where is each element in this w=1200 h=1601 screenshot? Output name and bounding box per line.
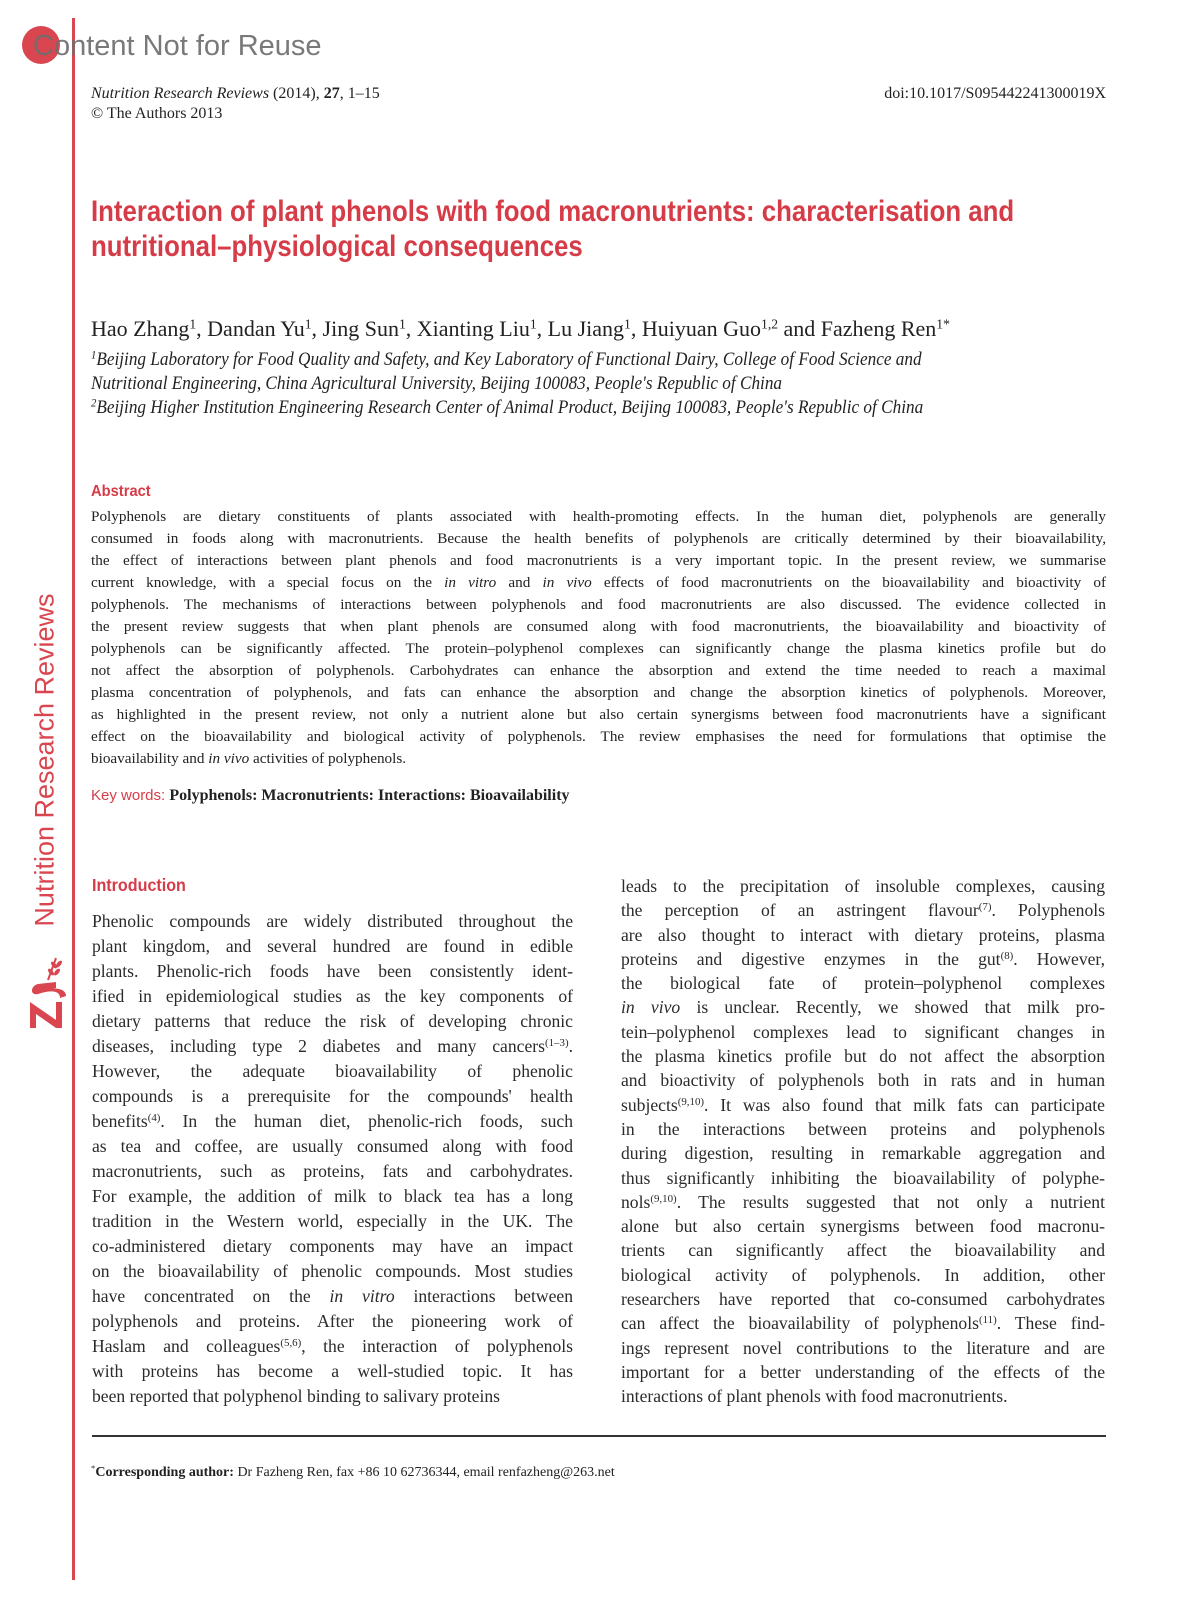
journal-name: Nutrition Research Reviews — [91, 85, 270, 102]
italic-run: in vivo — [621, 997, 681, 1018]
superscript-ref: (9,10) — [677, 1095, 705, 1108]
italic-run: in vivo — [542, 574, 592, 591]
text-line — [92, 959, 573, 984]
text-line — [92, 1059, 573, 1084]
text-line — [92, 1334, 573, 1359]
text-run: with proteins has become a well-studied topic. It has — [92, 1361, 573, 1381]
text-line — [92, 1159, 573, 1184]
text-run: ings represent novel contributions to the literature and are — [621, 1337, 1105, 1358]
text-run: and Fazheng Ren — [778, 316, 937, 341]
text-line — [91, 616, 1106, 638]
text-run: current knowledge, with a special focus on the — [91, 574, 445, 591]
text-run: as tea and coffee, are usually consumed along with food — [92, 1136, 573, 1156]
affiliation-2 — [91, 398, 923, 419]
footnote-mark: * — [91, 1463, 96, 1474]
text-run: as highlighted in the present review, not only a nutrient alone but also certain synergisms between food macronutrients have a significant — [91, 706, 1106, 723]
text-line — [621, 1360, 1105, 1384]
text-run: plasma concentration of polyphenols, and fats can enhance the absorption and change the absorption kinetics of polyphenols. Moreover, — [91, 684, 1106, 701]
text-line — [92, 1384, 573, 1409]
text-run: Beijing Higher Institution Engineering Research Center of Animal Product, Beijing 100083, People's Republic of China — [96, 398, 924, 418]
text-run: . — [568, 1036, 573, 1056]
text-line — [621, 898, 1105, 922]
article-title-line-1: Interaction of plant phenols with food macronutrients: characterisation and — [91, 195, 1015, 228]
text-line — [621, 1020, 1105, 1044]
text-run: the plasma kinetics profile but do not affect the absorption — [621, 1046, 1105, 1067]
text-run: plants. Phenolic-rich foods have been consistently ident- — [92, 961, 573, 981]
text-run: , the interaction of polyphenols — [301, 1336, 573, 1356]
text-run: For example, the addition of milk to black tea has a long — [92, 1186, 573, 1206]
superscript-ref: 1,2 — [761, 316, 779, 332]
text-run: effect on the bioavailability and biological activity of polyphenols. The review emphasises the need for formulations that optimise the — [91, 728, 1106, 745]
text-line — [92, 1259, 573, 1284]
text-line — [92, 1309, 573, 1334]
text-line — [621, 1384, 1105, 1408]
text-run: polyphenols can be significantly affected. The protein–polyphenol complexes can significantly change the plasma kinetics profile but do — [91, 640, 1106, 657]
superscript-ref: (8) — [1000, 949, 1014, 962]
footnote-text: Dr Fazheng Ren, fax +86 10 62736344, email renfazheng@263.net — [233, 1465, 615, 1480]
corresponding-author-footnote — [91, 1465, 615, 1481]
text-line — [621, 995, 1105, 1019]
text-line — [621, 1336, 1105, 1360]
text-line — [621, 1166, 1105, 1190]
text-run: nols — [621, 1191, 651, 1212]
text-run: Nutritional Engineering, China Agricultural University, Beijing 100083, People's Republic of China — [91, 374, 783, 394]
text-line — [621, 1190, 1105, 1214]
text-line — [92, 1234, 573, 1259]
keywords-label: Key words: — [91, 787, 170, 804]
text-run: . In the human diet, phenolic-rich foods, such — [160, 1111, 573, 1131]
text-run: and bioactivity of polyphenols both in rats and in human — [621, 1070, 1105, 1091]
text-run: . It was also found that milk fats can participate — [704, 1094, 1105, 1115]
text-run: and — [496, 574, 543, 591]
text-run: interactions of plant phenols with food macronutrients. — [621, 1386, 1008, 1407]
text-line — [92, 1184, 573, 1209]
text-run: . Polyphenols — [991, 900, 1105, 921]
text-line — [621, 1263, 1105, 1287]
text-line — [621, 1093, 1105, 1117]
text-run: trients can significantly affect the bioavailability and — [621, 1240, 1105, 1261]
footnote-divider — [92, 1435, 1106, 1437]
text-run: dietary patterns that reduce the risk of developing chronic — [92, 1011, 573, 1031]
vertical-journal-name: Nutrition Research Reviews — [29, 593, 60, 927]
text-line — [91, 748, 1106, 770]
text-run: on the bioavailability of phenolic compounds. Most studies — [92, 1261, 573, 1281]
text-run: , Lu Jiang — [536, 316, 625, 341]
text-line — [92, 1009, 573, 1034]
text-line — [621, 971, 1105, 995]
copyright: © The Authors 2013 — [91, 105, 223, 122]
text-line — [91, 682, 1106, 704]
text-run: have concentrated on the — [92, 1286, 330, 1306]
text-run: tein–polyphenol complexes lead to significant changes in — [621, 1021, 1105, 1042]
superscript-ref: (9,10) — [650, 1192, 677, 1205]
superscript-ref: 1 — [624, 316, 631, 332]
text-run: the effect of interactions between plant phenols and food macronutrients is a very important topic. In the present review, we summarise — [91, 552, 1106, 569]
doi-link[interactable]: doi:10.1017/S095442241300019X — [884, 85, 1106, 102]
text-line — [621, 1117, 1105, 1141]
text-line — [91, 594, 1106, 616]
text-run: important for a better understanding of the effects of the — [621, 1361, 1105, 1382]
text-line — [92, 1034, 573, 1059]
italic-run: in vitro — [444, 574, 497, 591]
text-line — [621, 1311, 1105, 1335]
introduction-heading: Introduction — [92, 875, 186, 895]
superscript-ref: (7) — [978, 901, 992, 914]
keywords-value: Polyphenols: Macronutrients: Interactions: Bioavailability — [169, 787, 570, 804]
footnote-label: Corresponding author: — [95, 1465, 234, 1480]
journal-volume: 27 — [323, 85, 340, 102]
text-run: Hao Zhang — [91, 316, 190, 341]
text-line — [91, 528, 1106, 550]
text-run: , Jing Sun — [311, 316, 399, 341]
text-line — [92, 1359, 573, 1384]
text-run: the biological fate of protein–polyphenol complexes — [621, 973, 1105, 994]
text-run: leads to the precipitation of insoluble complexes, causing — [621, 876, 1105, 896]
text-line — [91, 638, 1106, 660]
superscript-ref: 1 — [398, 316, 406, 332]
text-run: . These find- — [996, 1313, 1105, 1334]
ns-logo-icon — [26, 950, 66, 1030]
text-line — [91, 550, 1106, 572]
text-run: subjects — [621, 1094, 678, 1115]
text-line — [91, 572, 1106, 594]
text-line — [92, 1209, 573, 1234]
text-run: the present review suggests that when plant phenols are consumed along with food macronutrients, the bioavailability and bioactivity of — [91, 618, 1106, 635]
abstract-body — [91, 506, 1106, 770]
text-run: not affect the absorption of polyphenols. Carbohydrates can enhance the absorption and extend the time needed to reach a maximal — [91, 662, 1106, 679]
text-run: are also thought to interact with dietary proteins, plasma — [621, 924, 1105, 945]
text-run: Beijing Laboratory for Food Quality and Safety, and Key Laboratory of Functional Dairy, College of Food Science and — [96, 350, 922, 370]
text-run: biological activity of polyphenols. In addition, other — [621, 1264, 1105, 1285]
text-line — [91, 704, 1106, 726]
superscript-ref: 1 — [91, 349, 97, 362]
text-line — [92, 984, 573, 1009]
text-line — [621, 1287, 1105, 1311]
introduction-left-column — [92, 909, 573, 1409]
text-run: thus significantly inhibiting the bioavailability of polyphe- — [621, 1167, 1105, 1188]
watermark-text: Content Not for Reuse — [33, 30, 322, 62]
abstract-heading: Abstract — [91, 483, 151, 500]
journal-year: (2014), — [269, 85, 324, 102]
text-run: diseases, including type 2 diabetes and many cancers — [92, 1036, 545, 1056]
text-run: benefits — [92, 1111, 148, 1131]
text-line — [92, 934, 573, 959]
text-line — [91, 726, 1106, 748]
superscript-ref: (1–3) — [544, 1037, 569, 1049]
text-run: is unclear. Recently, we showed that milk pro- — [680, 997, 1105, 1018]
article-title-line-2: nutritional–physiological consequences — [91, 230, 583, 263]
journal-pages: , 1–15 — [339, 85, 380, 102]
text-line — [92, 1284, 573, 1309]
text-line — [621, 1238, 1105, 1262]
affiliation-1 — [91, 350, 922, 371]
text-run: polyphenols. The mechanisms of interactions between polyphenols and food macronutrients are also discussed. The evidence collected in — [91, 596, 1106, 613]
superscript-ref: 1 — [529, 316, 537, 332]
text-run: , Xianting Liu — [405, 316, 530, 341]
text-run: Polyphenols are dietary constituents of plants associated with health-promoting effects. In the human diet, polyphenols are generally — [91, 508, 1106, 525]
text-run: been reported that polyphenol binding to salivary proteins — [92, 1386, 500, 1406]
keywords — [91, 787, 570, 805]
margin-accent-line — [72, 18, 75, 1580]
text-run: Haslam and colleagues — [92, 1336, 281, 1356]
text-run: compounds is a prerequisite for the compounds' health — [92, 1086, 573, 1106]
superscript-ref: 1 — [189, 316, 197, 332]
text-run: Phenolic compounds are widely distributed throughout the — [92, 911, 573, 931]
text-run: . However, — [1013, 948, 1105, 969]
text-line — [92, 1109, 573, 1134]
journal-citation — [91, 85, 380, 103]
text-run: the perception of an astringent flavour — [621, 900, 979, 921]
text-run: co-administered dietary components may have an impact — [92, 1236, 573, 1256]
text-run: effects of food macronutrients on the bioavailability and bioactivity of — [591, 574, 1106, 591]
text-run: tradition in the Western world, especially in the UK. The — [92, 1211, 573, 1231]
superscript-ref: (4) — [147, 1112, 161, 1124]
text-run: during digestion, resulting in remarkable aggregation and — [621, 1143, 1105, 1164]
italic-run: in vivo — [208, 750, 250, 767]
text-run: consumed in foods along with macronutrients. Because the health benefits of polyphenols are critically determined by their bioavailability, — [91, 530, 1106, 547]
text-run: polyphenols and proteins. After the pioneering work of — [92, 1311, 573, 1331]
text-line — [621, 1141, 1105, 1165]
author-list — [91, 316, 950, 342]
text-line — [92, 1134, 573, 1159]
text-line — [91, 506, 1106, 528]
superscript-ref: (11) — [978, 1314, 997, 1327]
text-run: macronutrients, such as proteins, fats and carbohydrates. — [92, 1161, 573, 1181]
introduction-right-column — [621, 874, 1105, 1409]
superscript-ref: (5,6) — [280, 1337, 302, 1349]
text-line — [621, 1044, 1105, 1068]
superscript-ref: 2 — [91, 397, 97, 410]
text-line — [92, 1084, 573, 1109]
text-run: bioavailability and — [91, 750, 209, 767]
text-line — [621, 947, 1105, 971]
text-run: However, the adequate bioavailability of phenolic — [92, 1061, 573, 1081]
superscript-ref: 1* — [936, 316, 950, 332]
text-line — [92, 909, 573, 934]
text-run: researchers have reported that co-consumed carbohydrates — [621, 1289, 1105, 1310]
text-line — [621, 923, 1105, 947]
text-run: . The results suggested that not only a nutrient — [676, 1191, 1105, 1212]
text-line — [621, 1214, 1105, 1238]
text-run: activities of polyphenols. — [249, 750, 407, 767]
affiliation-1-cont — [91, 374, 782, 395]
text-run: , Huiyuan Guo — [630, 316, 761, 341]
superscript-ref: 1 — [304, 316, 312, 332]
text-run: interactions between — [394, 1286, 573, 1306]
text-run: plant kingdom, and several hundred are found in edible — [92, 936, 573, 956]
text-run: , Dandan Yu — [196, 316, 305, 341]
text-run: proteins and digestive enzymes in the gut — [621, 948, 1001, 969]
text-run: alone but also certain synergisms between food macronu- — [621, 1216, 1105, 1237]
text-run: in the interactions between proteins and polyphenols — [621, 1118, 1105, 1139]
text-run: can affect the bioavailability of polyphenols — [621, 1313, 979, 1334]
text-line — [91, 660, 1106, 682]
text-line — [621, 874, 1105, 898]
text-run: ified in epidemiological studies as the key components of — [92, 986, 573, 1006]
italic-run: in vitro — [329, 1286, 395, 1306]
text-line — [621, 1068, 1105, 1092]
